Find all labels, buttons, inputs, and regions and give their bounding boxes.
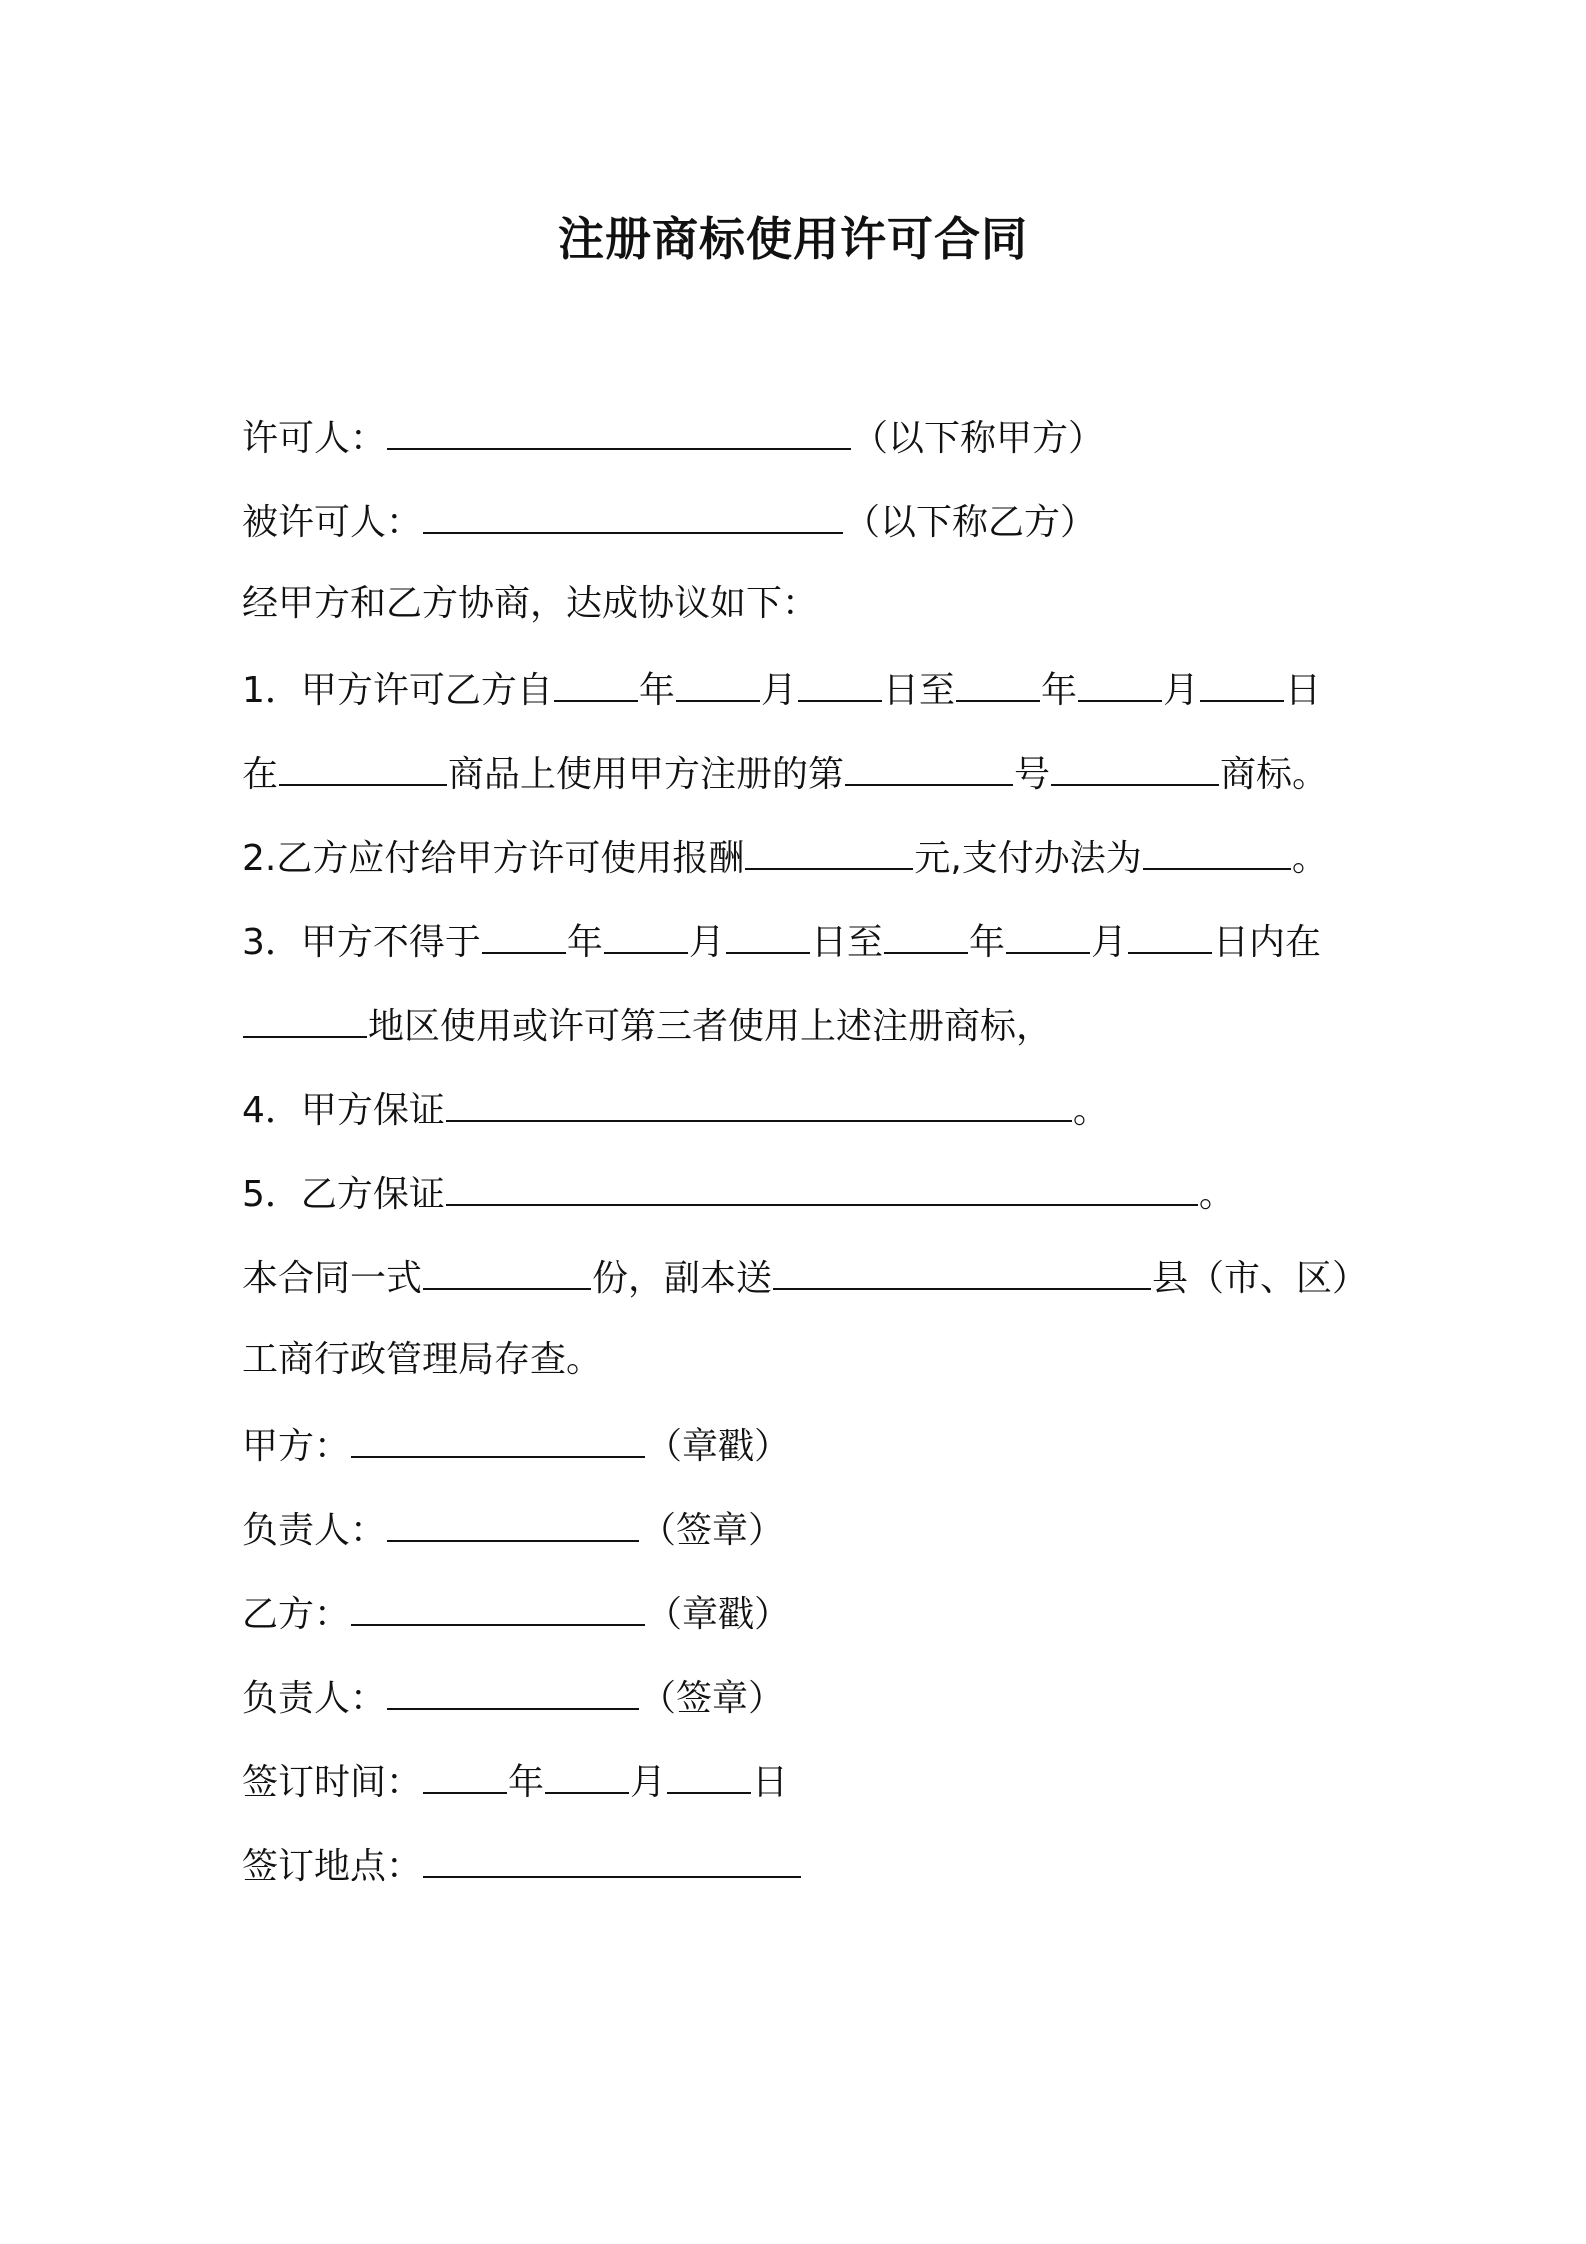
- signing-place-line: [242, 1836, 1392, 1920]
- clause-1-to-label: 日至: [882, 670, 955, 711]
- signing-month-label: 月: [630, 1762, 667, 1803]
- clause-1-start-month-blank[interactable]: [676, 660, 760, 702]
- clause-2-currency-text: 元,支付办法为: [914, 838, 1142, 879]
- registration-number-blank[interactable]: [845, 744, 1013, 786]
- clause-3-end-month-label: 月: [1090, 922, 1127, 963]
- agreement-intro-text: 经甲方和乙方协商，达成协议如下：: [242, 583, 819, 624]
- clause-3-month-label: 月: [688, 922, 725, 963]
- clause-2-prefix: 2.乙方应付给甲方许可使用报酬: [242, 838, 745, 879]
- party-a-line: [242, 1416, 1392, 1500]
- party-b-blank[interactable]: [351, 1584, 645, 1626]
- clause-1b-goods-text: 商品上使用甲方注册的第: [448, 754, 845, 795]
- clause-1b-prefix: 在: [242, 754, 279, 795]
- signing-place-label: 签订地点：: [242, 1846, 423, 1887]
- copies-end: 县（市、区）: [1152, 1258, 1369, 1299]
- party-b-label: 乙方：: [242, 1594, 351, 1635]
- party-b-line: [242, 1584, 1392, 1668]
- rep-b-line: [242, 1668, 1392, 1752]
- clause-5-line: [242, 1164, 1392, 1248]
- fee-amount-blank[interactable]: [745, 828, 913, 870]
- signing-place-blank[interactable]: [423, 1836, 801, 1878]
- clause-3-start-day-blank[interactable]: [726, 912, 810, 954]
- signing-date-line: [242, 1752, 1392, 1836]
- clause-5-prefix: 5．乙方保证: [242, 1174, 445, 1215]
- clause-4-end: 。: [1072, 1090, 1109, 1131]
- clause-3-line-1: [242, 912, 1392, 996]
- clause-5-end: 。: [1198, 1174, 1235, 1215]
- clause-1-line-1: [242, 660, 1392, 744]
- signing-day-blank[interactable]: [667, 1752, 751, 1794]
- party-a-suffix: （章戳）: [646, 1426, 791, 1467]
- rep-a-suffix: （签章）: [640, 1510, 785, 1551]
- party-b-guarantee-blank[interactable]: [446, 1164, 1198, 1206]
- office-text: 工商行政管理局存查。: [242, 1339, 603, 1380]
- page-title: 注册商标使用许可合同: [558, 212, 1028, 266]
- party-a-label: 甲方：: [242, 1426, 351, 1467]
- county-blank[interactable]: [773, 1248, 1151, 1290]
- clause-1-end-year-label: 年: [1040, 670, 1077, 711]
- clause-1-end-month-blank[interactable]: [1078, 660, 1162, 702]
- copies-mid: 份，副本送: [592, 1258, 773, 1299]
- signing-month-blank[interactable]: [545, 1752, 629, 1794]
- clause-1-year-label: 年: [638, 670, 675, 711]
- clause-3-line-2: [242, 996, 1392, 1080]
- clause-3b-text: 地区使用或许可第三者使用上述注册商标，: [368, 1006, 1053, 1047]
- clause-1-end-day-label: 日: [1284, 670, 1321, 711]
- clause-1-start-day-blank[interactable]: [798, 660, 882, 702]
- payment-method-blank[interactable]: [1143, 828, 1291, 870]
- clause-1b-number-text: 号: [1014, 754, 1051, 795]
- clause-1-month-label: 月: [760, 670, 797, 711]
- clause-2-end: 。: [1291, 838, 1328, 879]
- region-blank[interactable]: [243, 996, 367, 1038]
- clause-3-prefix: 3．甲方不得于: [242, 922, 481, 963]
- agreement-intro: [242, 576, 1392, 660]
- signing-year-blank[interactable]: [423, 1752, 507, 1794]
- rep-b-blank[interactable]: [387, 1668, 639, 1710]
- party-a-guarantee-blank[interactable]: [446, 1080, 1072, 1122]
- rep-a-label: 负责人：: [242, 1510, 387, 1551]
- clause-3-end-day-blank[interactable]: [1128, 912, 1212, 954]
- rep-a-blank[interactable]: [387, 1500, 639, 1542]
- licensee-suffix: （以下称乙方）: [844, 502, 1097, 543]
- copies-line: [242, 1248, 1392, 1332]
- licensee-label: 被许可人：: [242, 502, 423, 543]
- clause-3-year-label: 年: [566, 922, 603, 963]
- clause-1-end-month-label: 月: [1162, 670, 1199, 711]
- rep-a-line: [242, 1500, 1392, 1584]
- signing-year-label: 年: [508, 1762, 545, 1803]
- copies-count-blank[interactable]: [423, 1248, 591, 1290]
- licensor-suffix: （以下称甲方）: [852, 418, 1105, 459]
- licensee-blank[interactable]: [423, 492, 843, 534]
- contract-body: [242, 408, 1392, 1920]
- clause-3-end-year-blank[interactable]: [884, 912, 968, 954]
- clause-1b-mark-text: 商标。: [1220, 754, 1329, 795]
- clause-4-prefix: 4．甲方保证: [242, 1090, 445, 1131]
- licensor-line: [242, 408, 1392, 492]
- clause-1-start-year-blank[interactable]: [554, 660, 638, 702]
- copies-prefix: 本合同一式: [242, 1258, 423, 1299]
- licensee-line: [242, 492, 1392, 576]
- party-b-suffix: （章戳）: [646, 1594, 791, 1635]
- licensor-label: 许可人：: [242, 418, 387, 459]
- party-a-blank[interactable]: [351, 1416, 645, 1458]
- clause-3-start-month-blank[interactable]: [604, 912, 688, 954]
- clause-1-end-year-blank[interactable]: [956, 660, 1040, 702]
- clause-1-end-day-blank[interactable]: [1200, 660, 1284, 702]
- goods-blank[interactable]: [279, 744, 447, 786]
- office-line: [242, 1332, 1392, 1416]
- signing-date-label: 签订时间：: [242, 1762, 423, 1803]
- clause-1-line-2: [242, 744, 1392, 828]
- clause-3-end-year-label: 年: [968, 922, 1005, 963]
- trademark-blank[interactable]: [1051, 744, 1219, 786]
- rep-b-suffix: （签章）: [640, 1678, 785, 1719]
- clause-3-end-text: 日内在: [1212, 922, 1321, 963]
- clause-4-line: [242, 1080, 1392, 1164]
- clause-3-to-label: 日至: [810, 922, 883, 963]
- clause-1-prefix: 1．甲方许可乙方自: [242, 670, 553, 711]
- signing-day-label: 日: [752, 1762, 789, 1803]
- clause-3-start-year-blank[interactable]: [482, 912, 566, 954]
- licensor-blank[interactable]: [387, 408, 851, 450]
- clause-3-end-month-blank[interactable]: [1006, 912, 1090, 954]
- rep-b-label: 负责人：: [242, 1678, 387, 1719]
- clause-2-line: [242, 828, 1392, 912]
